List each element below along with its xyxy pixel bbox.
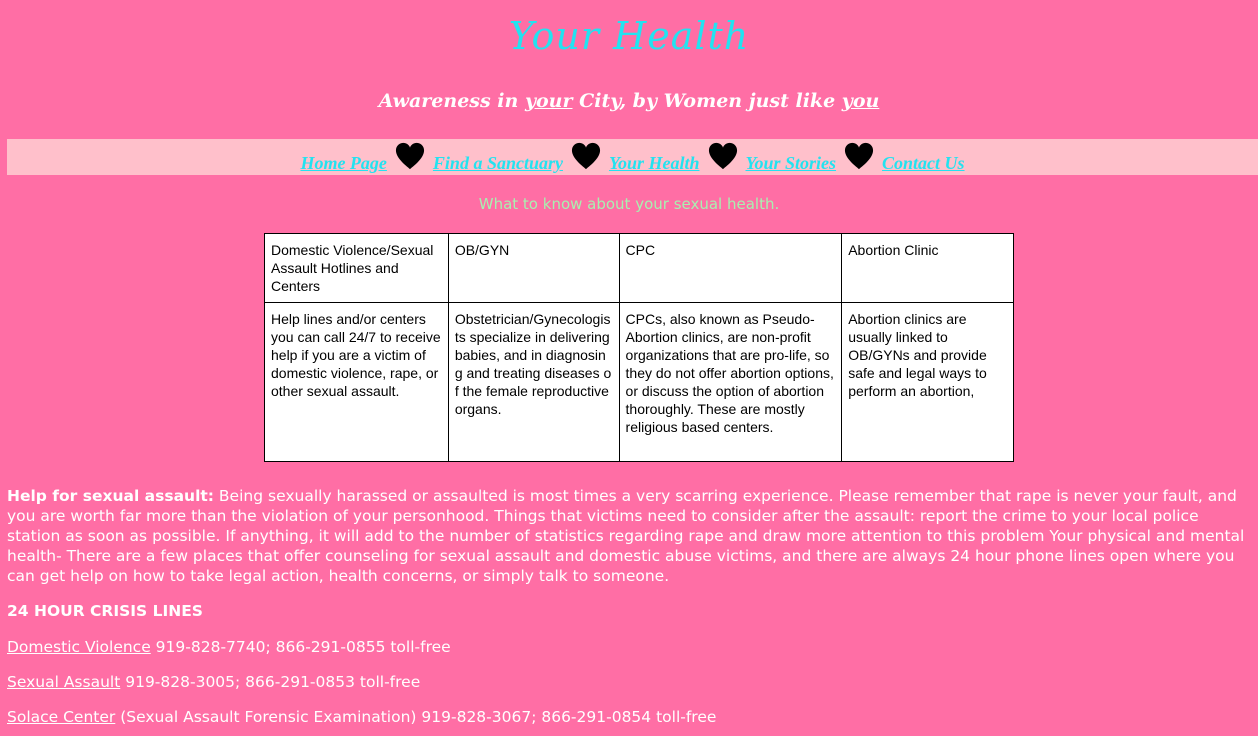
nav-link-find-a-sanctuary[interactable]: Find a Sanctuary: [432, 153, 563, 173]
help-label: Help for sexual assault:: [7, 487, 214, 505]
intro-text: What to know about your sexual health.: [478, 195, 780, 213]
crisis-heading: 24 HOUR CRISIS LINES: [7, 602, 203, 620]
table-cell: Obstetrician/Gynecologists specialize in delivering babies, and in diagnosing and treating diseases of the female reproductive organs.: [448, 303, 619, 462]
help-paragraph: [7, 486, 1252, 586]
heart-icon: [708, 141, 738, 171]
crisis-line-solace-center: [7, 708, 716, 726]
crisis-line-domestic-violence: [7, 638, 451, 656]
table-header-row: [265, 234, 1014, 303]
table-header-cell: CPC: [619, 234, 842, 303]
solace-center-link[interactable]: Solace Center: [7, 708, 116, 726]
site-title: Your Health: [508, 14, 750, 58]
crisis-line-numbers: (Sexual Assault Forensic Examination) 919-828-3067; 866-291-0854 toll-free: [115, 708, 717, 726]
crisis-line-numbers: 919-828-3005; 866-291-0853 toll-free: [120, 673, 421, 691]
help-text: Being sexually harassed or assaulted is most times a very scarring experience. Please remember that rape is never your fault, and you are worth far more than the violation of your personhood. Things that victims need to consider after the assault: report the crime to your local police station as soon as possible. If anything, it will add to the number of statistics regarding rape and draw more attention to this problem Your physical and mental health- There are a few places that offer counseling for sexual assault and domestic abuse victims, and there are always 24 hour phone lines open where you can get help on how to take legal action, health concerns, or simply talk to someone.: [7, 487, 1245, 585]
table-row: [265, 303, 1014, 462]
nav-link-your-stories[interactable]: Your Stories: [745, 153, 837, 173]
nav-link-contact-us[interactable]: Contact Us: [882, 153, 965, 173]
tagline-emphasis-your: your: [524, 90, 573, 112]
table-cell: Help lines and/or centers you can call 24/7 to receive help if you are a victim of domestic violence, rape, or other sexual assault.: [265, 303, 449, 462]
table-cell: CPCs, also known as Pseudo-Abortion clinics, are non-profit organizations that are pro-life, so they do not offer abortion options, or discuss the option of abortion thoroughly. These are mostly religious based centers.: [619, 303, 842, 462]
heart-icon: [395, 141, 425, 171]
crisis-line-numbers: 919-828-7740; 866-291-0855 toll-free: [150, 638, 451, 656]
nav-bar: [7, 139, 1258, 175]
table-header-cell: Abortion Clinic: [842, 234, 1014, 303]
heart-icon: [571, 141, 601, 171]
tagline-part: Awareness in: [378, 90, 525, 112]
nav-inner: [7, 139, 1258, 175]
heart-icon: [844, 141, 874, 171]
crisis-line-sexual-assault: [7, 673, 420, 691]
tagline-part: City, by Women just like: [572, 90, 842, 112]
table-header-cell: Domestic Violence/Sexual Assault Hotlines and Centers: [265, 234, 449, 303]
table-cell: Abortion clinics are usually linked to OB/GYNs and provide safe and legal ways to perform an abortion,: [842, 303, 1014, 462]
domestic-violence-link[interactable]: Domestic Violence: [7, 638, 151, 656]
nav-link-your-health[interactable]: Your Health: [608, 153, 700, 173]
sexual-assault-link[interactable]: Sexual Assault: [7, 673, 121, 691]
tagline-emphasis-you: you: [841, 90, 880, 112]
tagline: [0, 90, 1258, 112]
nav-link-home-page[interactable]: Home Page: [300, 153, 387, 173]
table-header-cell: OB/GYN: [448, 234, 619, 303]
resources-table: [264, 233, 1014, 462]
